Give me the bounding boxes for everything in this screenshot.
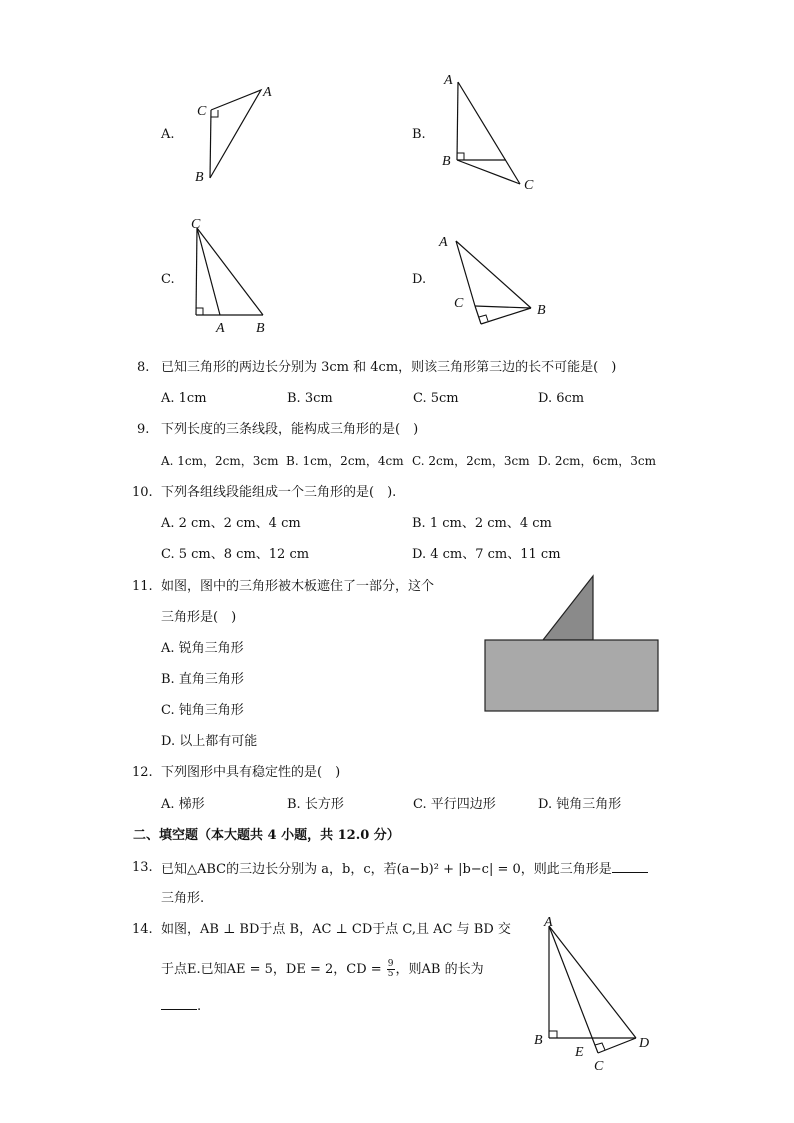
q8-number: 8. <box>137 360 150 375</box>
q14-fraction-denominator: 5 <box>387 969 394 979</box>
q14-stem-line1: 如图，AB ⊥ BD于点 B，AC ⊥ CD于点 C,且 AC 与 BD 交 <box>161 922 511 937</box>
q8-option-a[interactable]: A. 1cm <box>161 391 207 406</box>
q12-option-c[interactable]: C. 平行四边形 <box>413 797 496 812</box>
q7a-label-c: C <box>197 104 207 119</box>
q7-figure-b <box>438 68 548 196</box>
q7-figure-d <box>435 226 560 330</box>
q12-number: 12. <box>132 765 153 780</box>
q11-number: 11. <box>132 579 153 594</box>
q9-option-c[interactable]: C. 2cm，2cm，3cm <box>412 454 530 468</box>
q9-option-d[interactable]: D. 2cm，6cm，3cm <box>538 454 657 468</box>
q12-option-d[interactable]: D. 钝角三角形 <box>538 797 622 812</box>
q10-option-c[interactable]: C. 5 cm、8 cm、12 cm <box>161 547 310 562</box>
q14-label-c: C <box>594 1059 604 1074</box>
q13-stem <box>161 860 648 878</box>
q9-stem: 下列长度的三条线段，能构成三角形的是( ) <box>161 422 419 437</box>
q10-stem: 下列各组线段能组成一个三角形的是( ). <box>161 485 397 500</box>
q7-figure-c <box>185 212 285 337</box>
q7b-label-b: B <box>442 154 451 169</box>
q10-option-b[interactable]: B. 1 cm、2 cm、4 cm <box>412 516 552 531</box>
q7c-label-c: C <box>191 217 201 232</box>
q14-stem-line2 <box>161 960 484 979</box>
q9-option-a[interactable]: A. 1cm，2cm，3cm <box>161 454 279 468</box>
q13-answer-blank[interactable] <box>612 860 648 873</box>
q7b-label-a: A <box>444 73 453 88</box>
q14-stem-line3 <box>161 997 201 1015</box>
q7d-label-a: A <box>439 235 448 250</box>
q10-option-d[interactable]: D. 4 cm、7 cm、11 cm <box>412 547 561 562</box>
q11-stem-line1: 如图，图中的三角形被木板遮住了一部分，这个 <box>161 579 435 594</box>
q10-option-a[interactable]: A. 2 cm、2 cm、4 cm <box>161 516 301 531</box>
q12-option-a[interactable]: A. 梯形 <box>161 797 205 812</box>
q7a-label-a: A <box>263 85 272 100</box>
q8-stem: 已知三角形的两边长分别为 3cm 和 4cm，则该三角形第三边的长不可能是( ) <box>161 360 617 375</box>
q13-number: 13. <box>132 860 153 875</box>
q14-label-a: A <box>544 915 553 930</box>
section-heading-fill-blank: 二、填空题（本大题共 4 小题，共 12.0 分） <box>133 828 400 843</box>
q14-fraction <box>387 960 395 979</box>
q14-label-d: D <box>639 1036 650 1051</box>
q14-figure <box>528 910 658 1075</box>
q11-stem-line2: 三角形是( ) <box>161 610 237 625</box>
q14-stem-line2b: ，则AB 的长为 <box>395 962 484 977</box>
q7c-label-b: B <box>256 321 265 336</box>
q11-figure-covered-triangle <box>480 572 665 717</box>
q8-option-c[interactable]: C. 5cm <box>413 391 459 406</box>
q7b-label-c: C <box>524 178 534 193</box>
q7-option-c-label: C. <box>161 272 175 287</box>
q7-option-a-label: A. <box>161 127 175 142</box>
q10-number: 10. <box>132 485 153 500</box>
q11-option-c[interactable]: C. 钝角三角形 <box>161 703 244 718</box>
q8-option-b[interactable]: B. 3cm <box>287 391 333 406</box>
q7c-label-a: A <box>216 321 225 336</box>
q12-stem: 下列图形中具有稳定性的是( ) <box>161 765 341 780</box>
q14-period: . <box>197 999 202 1014</box>
q14-fraction-numerator: 9 <box>387 959 394 969</box>
q7-figure-a <box>185 80 285 185</box>
q14-number: 14. <box>132 922 153 937</box>
q8-option-d[interactable]: D. 6cm <box>538 391 585 406</box>
q14-label-e: E <box>575 1045 584 1060</box>
q7d-label-b: B <box>537 303 546 318</box>
q13-stem-line2: 三角形. <box>161 891 205 906</box>
q7-option-d-label: D. <box>412 272 427 287</box>
q7d-label-c: C <box>454 296 464 311</box>
q14-answer-blank[interactable] <box>161 997 197 1010</box>
q14-stem-line2a: 于点E.已知AE = 5，DE = 2，CD = <box>161 962 386 977</box>
q12-option-b[interactable]: B. 长方形 <box>287 797 344 812</box>
q11-option-d[interactable]: D. 以上都有可能 <box>161 734 258 749</box>
q7-option-b-label: B. <box>412 127 426 142</box>
q11-option-b[interactable]: B. 直角三角形 <box>161 672 244 687</box>
q7a-label-b: B <box>195 170 204 185</box>
q14-label-b: B <box>534 1033 543 1048</box>
q11-option-a[interactable]: A. 锐角三角形 <box>161 641 244 656</box>
q13-stem-text: 已知△ABC的三边长分别为 a，b，c，若(a−b)² + |b−c| = 0，则此三角形是 <box>161 862 612 877</box>
q9-number: 9. <box>137 422 150 437</box>
q9-option-b[interactable]: B. 1cm，2cm，4cm <box>286 454 404 468</box>
